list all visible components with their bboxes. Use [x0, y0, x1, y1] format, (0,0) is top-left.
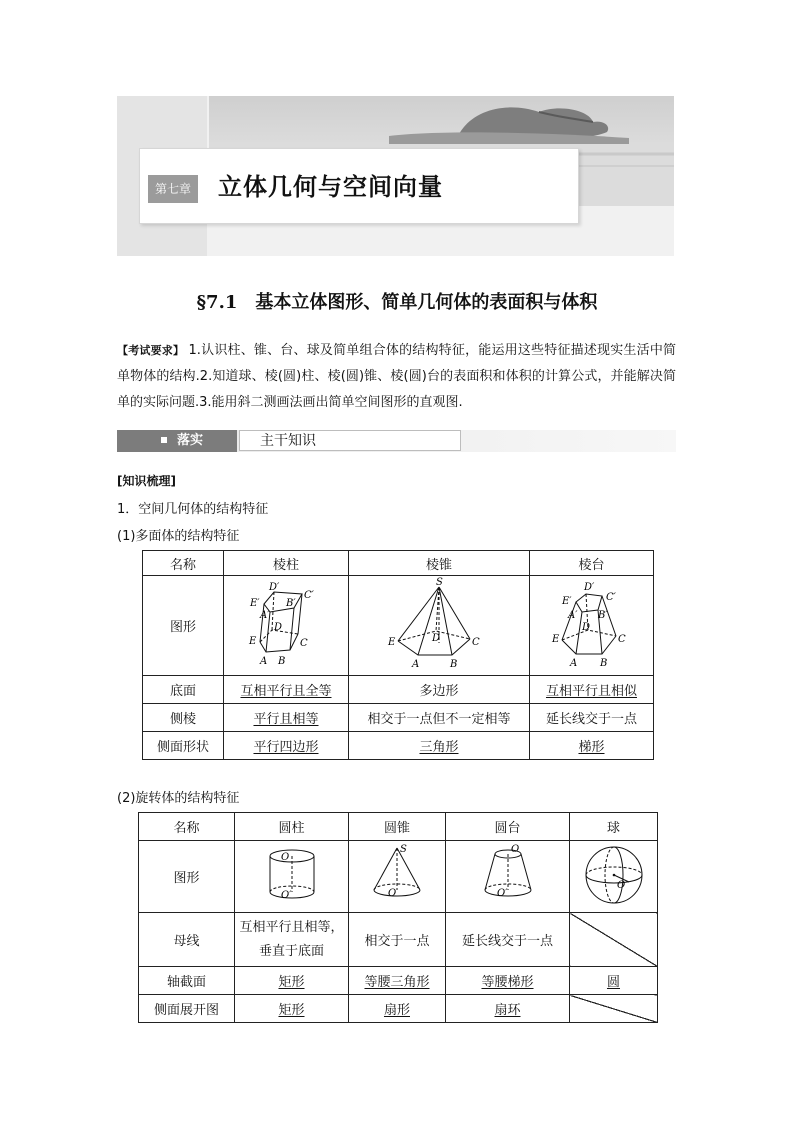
vertex-label: B — [450, 658, 458, 670]
header-cell: 圆台 — [446, 813, 570, 841]
vertex-label: E — [388, 636, 396, 648]
section-strip — [117, 430, 676, 452]
table-cell: 相交于一点 — [349, 913, 446, 967]
table-cell: 梯形 — [530, 732, 654, 760]
header-cell: 名称 — [143, 551, 224, 576]
row-label: 侧面形状 — [143, 732, 224, 760]
truncated-cone-figure-cell — [446, 841, 570, 913]
vertex-label: D′ — [269, 581, 280, 593]
header-cell: 圆锥 — [349, 813, 446, 841]
row-label: 底面 — [143, 676, 224, 704]
center-label: O — [510, 843, 519, 855]
vertex-label: B′ — [597, 609, 608, 621]
prism-figure-cell — [224, 576, 349, 676]
vertex-label: D — [581, 621, 590, 633]
table-cell: 扇形 — [349, 995, 446, 1023]
pyramid-figure — [384, 577, 494, 671]
table-cell: 互相平行且相似 — [530, 676, 654, 704]
header-cell: 球 — [570, 813, 658, 841]
header-cell: 圆柱 — [235, 813, 349, 841]
vertex-label: E — [249, 635, 257, 647]
table-header-row — [143, 551, 654, 576]
empty-diagonal-cell — [570, 995, 658, 1023]
vertex-label: D′ — [583, 581, 594, 593]
header-cell: 名称 — [139, 813, 235, 841]
chapter-title-box — [139, 148, 579, 224]
vertex-label: C′ — [304, 589, 314, 601]
empty-diagonal-cell — [570, 913, 658, 967]
vertex-label: A′ — [567, 609, 577, 621]
figure-row — [143, 576, 654, 676]
table-cell: 多边形 — [349, 676, 530, 704]
center-label: O — [280, 851, 289, 863]
row-label: 轴截面 — [139, 967, 235, 995]
vertex-label: A — [569, 657, 577, 669]
polyhedra-subheading: (1)多面体的结构特征 — [117, 529, 240, 544]
section-title: §7.1 基本立体图形、简单几何体的表面积与体积 — [196, 292, 598, 313]
table-cell: 平行且相等 — [224, 704, 349, 732]
chapter-title: 立体几何与空间向量 — [218, 173, 443, 201]
table-row — [139, 995, 658, 1023]
table-cell: 圆 — [570, 967, 658, 995]
table-row — [139, 967, 658, 995]
center-label: O — [616, 879, 625, 891]
table-cell: 扇环 — [446, 995, 570, 1023]
table-cell: 平行四边形 — [224, 732, 349, 760]
table-header-row — [139, 813, 658, 841]
table-row — [143, 732, 654, 760]
center-label: O — [388, 887, 397, 899]
table-row — [143, 676, 654, 704]
vertex-label: D — [432, 632, 441, 644]
exam-requirements — [117, 338, 676, 416]
table-cell: 矩形 — [235, 967, 349, 995]
strip-right-label: 主干知识 — [239, 430, 461, 451]
cone-figure — [362, 842, 432, 908]
table-cell: 三角形 — [349, 732, 530, 760]
vertex-label: S — [400, 843, 407, 855]
cone-figure-cell — [349, 841, 446, 913]
knowledge-tag: [知识梳理] — [117, 474, 176, 488]
vertex-label: C — [300, 637, 308, 649]
vertex-label: E — [551, 633, 559, 645]
sphere-figure — [579, 842, 649, 908]
table-cell: 延长线交于一点 — [530, 704, 654, 732]
exam-requirements-tag: 【考试要求】 — [117, 344, 185, 357]
vertex-label: B — [599, 657, 607, 669]
table-cell: 延长线交于一点 — [446, 913, 570, 967]
vertex-label: C — [617, 633, 626, 645]
strip-left-label: 落实 — [117, 430, 237, 452]
header-cell: 棱锥 — [349, 551, 530, 576]
solids-table — [138, 812, 658, 1023]
vertex-label: D — [274, 621, 283, 633]
vertex-label: S — [436, 576, 443, 588]
pyramid-figure-cell — [349, 576, 530, 676]
center-label: O′ — [496, 887, 507, 899]
cylinder-figure — [257, 842, 327, 908]
square-bullet-icon — [161, 437, 167, 443]
row-label: 侧棱 — [143, 704, 224, 732]
table-cell: 等腰梯形 — [446, 967, 570, 995]
knowledge-heading: 1．空间几何体的结构特征 — [117, 502, 269, 517]
chapter-number-tag: 第七章 — [148, 175, 198, 203]
exam-requirements-text: 1.认识柱、锥、台、球及简单组合体的结构特征，能运用这些特征描述现实生活中简单物体的结构.2.知道球、棱(圆)柱、棱(圆)锥、棱(圆)台的表面积和体积的计算公式，并能解决简单的实际问题.3.能用斜二测画法画出简单空间图形的直观图. — [117, 343, 677, 410]
vertex-label: C′ — [605, 591, 616, 603]
vertex-label: A′ — [260, 609, 270, 621]
vertex-label: B′ — [286, 597, 296, 609]
chapter-banner — [117, 96, 674, 256]
vertex-label: B — [278, 655, 286, 667]
prism-figure — [236, 578, 336, 670]
vertex-label: A — [412, 658, 420, 670]
truncated-cone-figure — [473, 842, 543, 908]
figure-row — [139, 841, 658, 913]
row-label: 图形 — [139, 841, 235, 913]
center-label: O′ — [280, 889, 291, 901]
row-label: 母线 — [139, 913, 235, 967]
table-cell: 互相平行且相等，垂直于底面 — [235, 913, 349, 967]
header-cell: 棱柱 — [224, 551, 349, 576]
polyhedra-table — [142, 550, 654, 760]
table-cell: 相交于一点但不一定相等 — [349, 704, 530, 732]
vertex-label: A — [260, 655, 268, 667]
table-row — [143, 704, 654, 732]
header-cell: 棱台 — [530, 551, 654, 576]
table-cell: 矩形 — [235, 995, 349, 1023]
solids-subheading: (2)旋转体的结构特征 — [117, 791, 240, 806]
frustum-figure — [542, 578, 642, 670]
vertex-label: C — [472, 636, 480, 648]
table-cell: 等腰三角形 — [349, 967, 446, 995]
sphere-figure-cell — [570, 841, 658, 913]
table-row — [139, 913, 658, 967]
vertex-label: E′ — [561, 595, 572, 607]
row-label: 侧面展开图 — [139, 995, 235, 1023]
frustum-figure-cell — [530, 576, 654, 676]
row-label: 图形 — [143, 576, 224, 676]
cylinder-figure-cell — [235, 841, 349, 913]
vertex-label: E′ — [250, 597, 260, 609]
table-cell: 互相平行且全等 — [224, 676, 349, 704]
